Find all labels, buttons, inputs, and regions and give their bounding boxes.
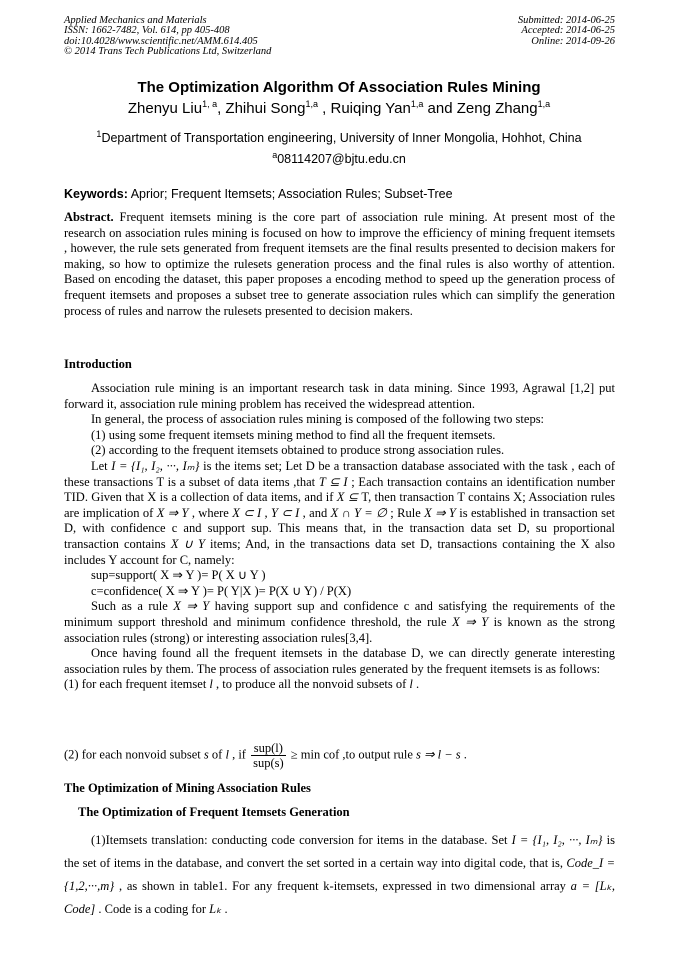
intro-step-1: (1) using some frequent itemsets mining method to find all the frequent itemsets.	[91, 427, 496, 442]
text-run: Let	[91, 458, 112, 473]
text-run: . Code is a coding for	[95, 902, 210, 916]
math-union: X ∪ Y	[170, 536, 205, 551]
section2-body	[64, 829, 615, 921]
email-address[interactable]: 08114207@bjtu.edu.cn	[277, 152, 406, 166]
date-online: Online: 2014-09-26	[531, 35, 615, 47]
affiliation-marker: 1	[96, 128, 102, 139]
intro-paragraph-generation: Once having found all the frequent itemsets in the database D, we can directly generate interesting association rules by them. The process of association rules generated by the frequent itemsets is as follows:	[64, 646, 615, 676]
math-intersection: X ∩ Y = ∅	[330, 505, 387, 520]
support-formula: sup=support( X ⇒ Y )= P( X ∪ Y )	[91, 568, 266, 583]
text-run: is the items set; Let D be a transaction database associated with the task , each of these transactions T is a subset of data items ,that	[64, 458, 615, 489]
math-condition: X ⊂ I , Y ⊂ I	[232, 505, 300, 520]
math-threshold: ≥ min cof	[287, 747, 343, 762]
generation-step-1	[64, 677, 615, 693]
text-run: .	[460, 747, 467, 762]
fraction-numerator: sup(l)	[251, 741, 286, 756]
text-run: items; And, in the transactions data set D, transactions containing the X also includes Y account for C, namely:	[64, 536, 615, 567]
text-run: is the set of items in the database, and convert the set sorted in a certain way into digital code, that is,	[64, 833, 616, 870]
math-rule: X ⇒ Y	[173, 599, 210, 614]
text-run: (2) for each nonvoid subset	[64, 747, 204, 762]
email-line	[0, 149, 678, 166]
keywords-text: Aprior; Frequent Itemsets; Association Rules; Subset-Tree	[127, 187, 453, 201]
author-4-affil: 1,a	[537, 99, 551, 109]
paper-title: The Optimization Algorithm Of Association Rules Mining	[137, 79, 541, 96]
math-rule: X ⇒ Y	[452, 614, 489, 629]
text-run: T, then transaction T contains X; Association rules are implication of	[64, 490, 615, 520]
math-array: a = [Lₖ, Code]	[64, 879, 615, 916]
math-x-subset: X ⊆	[336, 490, 359, 505]
math-lk: Lₖ	[209, 902, 222, 916]
section-heading-optimization: The Optimization of Mining Association Rules	[64, 781, 311, 795]
journal-info	[64, 16, 271, 58]
author-3-affil: 1,a	[410, 99, 424, 109]
author-3: , Ruiqing Yan	[318, 100, 411, 117]
introduction-body	[64, 381, 615, 693]
affiliation	[0, 128, 678, 145]
intro-paragraph-2: In general, the process of association rules mining is composed of the following two steps:	[91, 412, 545, 427]
text-run: , if	[228, 747, 250, 762]
author-1: Zhenyu Liu	[127, 100, 203, 117]
text-run: ,to output rule	[342, 747, 417, 762]
intro-strong-rules	[64, 599, 615, 646]
text-run: ; Rule	[386, 505, 425, 520]
date-accepted: Accepted: 2014-06-25	[521, 25, 615, 37]
intro-step-2: (2) according to the frequent itemsets obtained to produce strong association rules.	[91, 443, 505, 458]
text-run: (1) for each frequent itemset	[64, 677, 210, 692]
author-4: and Zeng Zhang	[423, 100, 538, 117]
abstract	[64, 210, 615, 319]
subsection-heading-frequent-itemsets: The Optimization of Frequent Itemsets Generation	[78, 805, 350, 819]
journal-issn: ISSN: 1662-7482, Vol. 614, pp 405-408	[64, 25, 230, 37]
math-itemset: I = {I₁, I₂, ···, Iₘ}	[511, 833, 603, 847]
author-list	[0, 100, 678, 117]
intro-definitions	[64, 459, 615, 568]
submission-dates	[518, 16, 615, 47]
journal-doi: doi:10.4028/www.scientific.net/AMM.614.405	[64, 35, 258, 47]
math-l: l	[409, 677, 413, 692]
intro-paragraph-1: Association rule mining is an important research task in data mining. Since 1993, Agrawal [1,2] put forward it, association rule mining problem has received the widespread attention.	[64, 381, 615, 411]
math-s: s	[203, 747, 209, 762]
email-marker: a	[272, 149, 278, 160]
text-run: of	[208, 747, 226, 762]
math-rule: X ⇒ Y	[424, 505, 456, 520]
math-implication: X ⇒ Y	[156, 505, 189, 520]
author-2: , Zhihui Song	[217, 100, 306, 117]
text-run: , and	[299, 505, 331, 520]
text-run: ; Each transaction contains an identification number TID. Given that X is a collection of data items, and if	[64, 474, 616, 505]
generation-step-2	[64, 741, 615, 770]
author-1-affil: 1, a	[202, 99, 218, 109]
journal-copyright: © 2014 Trans Tech Publications Ltd, Switzerland	[64, 46, 272, 58]
math-l: l	[225, 747, 229, 762]
fraction-denominator: sup(s)	[253, 756, 284, 770]
text-run: .	[412, 677, 420, 692]
text-run: (1)Itemsets translation: conducting code conversion for items in the database. Set	[91, 833, 508, 847]
text-run: Such as a rule	[91, 599, 174, 614]
itemsets-translation-paragraph	[64, 829, 615, 921]
affiliation-text: Department of Transportation engineering, University of Inner Mongolia, Hohhot, China	[101, 131, 582, 145]
journal-name: Applied Mechanics and Materials	[64, 15, 207, 26]
math-output-rule: s ⇒ l − s	[416, 747, 461, 762]
text-run: is known as the strong association rules (strong) or interesting association rules[3,4].	[64, 614, 615, 645]
math-code: Code_I = {1,2,···,m}	[64, 856, 616, 893]
text-run: is established in transaction set D, with confidence c and support sup. This means that, in the transaction data set D, su proportional transaction contains	[64, 505, 615, 551]
keywords-label: Keywords:	[64, 187, 128, 201]
math-itemset: I = {I₁, I₂, ···, Iₘ}	[111, 458, 200, 473]
abstract-text: Frequent itemsets mining is the core part of association rule mining. At present most of the research on association rules mining is focused on how to improve the efficiency of mining frequent itemsets , however, the rule sets generated from frequent itemsets are the final results presented to decision makers for making, so how to optimize the rulesets generation process and the final rules is also worthy of attention. Based on encoding the dataset, this paper proposes a encoding method to speed up the generation process of frequent itemsets and proposes a subset tree to generate association rules which can simplify the generation process of rules and narrow the rulesets presented to decision makers.	[64, 210, 615, 318]
abstract-label: Abstract.	[64, 210, 114, 224]
text-run: , to produce all the nonvoid subsets of	[212, 677, 410, 692]
text-run: , where	[188, 505, 233, 520]
text-run: having support sup and confidence c and satisfying the requirements of the minimum support threshold and minimum confidence threshold, the rule	[64, 599, 615, 629]
math-subset: T ⊆ I	[318, 474, 348, 489]
text-run: .	[221, 902, 228, 916]
math-l: l	[209, 677, 213, 692]
date-submitted: Submitted: 2014-06-25	[517, 15, 615, 26]
confidence-formula: c=confidence( X ⇒ Y )= P( Y|X )= P(X ∪ Y) / P(X)	[91, 583, 352, 598]
author-2-affil: 1,a	[305, 99, 318, 109]
text-run: , as shown in table1. For any frequent k-itemsets, expressed in two dimensional array	[114, 879, 571, 893]
introduction-heading: Introduction	[64, 357, 132, 371]
keywords	[64, 187, 615, 201]
support-fraction	[251, 741, 286, 770]
